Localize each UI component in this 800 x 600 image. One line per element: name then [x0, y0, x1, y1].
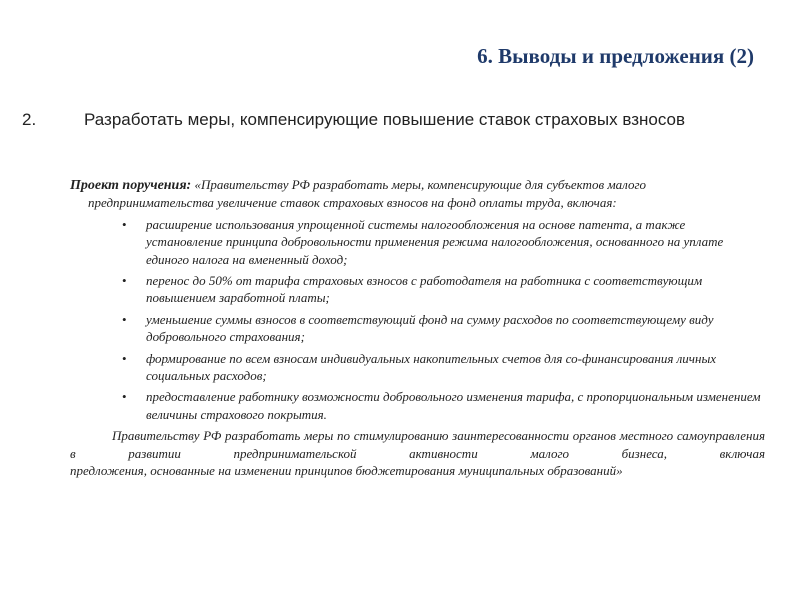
intro-text: «Правительству РФ разработать меры, компенсирующие для субъектов малого предпринимательства увеличение ставок страховых взносов на фонд оплаты труда, включая: — [88, 177, 647, 211]
measures-list — [70, 216, 765, 423]
list-item: • уменьшение суммы взносов в соответствующий фонд на сумму расходов по соответствующему виду добровольного страхования; — [132, 311, 765, 346]
closing-paragraph-end: предложения, основанные на изменении принципов бюджетирования муниципальных образований» — [70, 463, 623, 479]
slide-title: 6. Выводы и предложения (2) — [477, 44, 754, 68]
list-item: • предоставление работнику возможности добровольного изменения тарифа, с пропорциональным изменением величины страхового покрытия. — [132, 388, 765, 423]
list-item: • расширение использования упрощенной системы налогообложения на основе патента, а также установление принципа добровольности применения режима налогообложения, основанного на уплате единого налога на вмененный доход; — [132, 216, 765, 268]
point-number: 2. — [22, 110, 37, 129]
intro-label: Проект поручения: — [70, 178, 192, 193]
point-text: Разработать меры, компенсирующие повышение ставок страховых взносов — [84, 110, 686, 129]
list-item: • перенос до 50% от тарифа страховых взносов с работодателя на работника с соответствующим повышением заработной платы; — [132, 272, 765, 307]
order-intro — [70, 176, 765, 212]
closing-paragraph: Правительству РФ разработать меры по стимулированию заинтересованности органов местного самоуправления в развитии предпринимательской активности малого бизнеса, включая — [70, 428, 765, 461]
list-item: • формирование по всем взносам индивидуальных накопительных счетов для со-финансирования личных социальных расходов; — [132, 350, 765, 385]
main-point — [22, 109, 732, 131]
order-draft — [70, 176, 765, 480]
